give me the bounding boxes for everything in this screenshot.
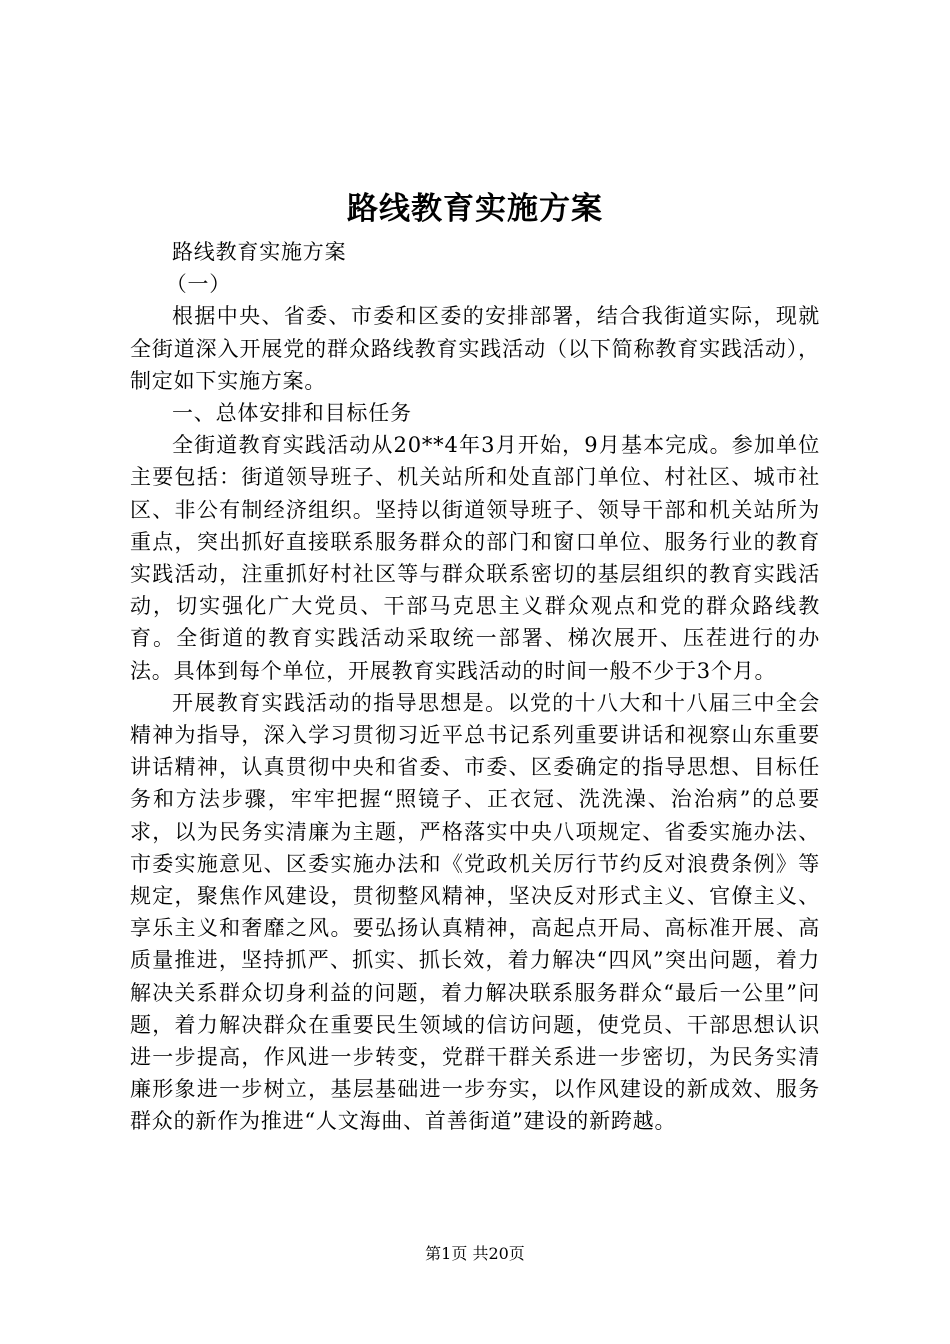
paragraph-arrangement: 全街道教育实践活动从20**4年3月开始，9月基本完成。参加单位主要包括：街道领导班子、机关站所和处直部门单位、村社区、城市社区、非公有制经济组织。坚持以街道领导班子、领导干部和机关站所为重点，突出抓好直接联系服务群众的部门和窗口单位、服务行业的教育实践活动，注重抓好村社区等与群众联系密切的基层组织的教育实践活动，切实强化广大党员、干部马克思主义群众观点和党的群众路线教育。全街道的教育实践活动采取统一部署、梯次展开、压茬进行的办法。具体到每个单位，开展教育实践活动的时间一般不少于3个月。: [130, 433, 820, 683]
document-subtitle: 路线教育实施方案: [172, 240, 347, 264]
paragraph-guiding-thought: 开展教育实践活动的指导思想是。以党的十八大和十八届三中全会精神为指导，深入学习贯彻习近平总书记系列重要讲话和视察山东重要讲话精神，认真贯彻中央和省委、市委、区委确定的指导思想、目标任务和方法步骤，牢牢把握“照镜子、正衣冠、洗洗澡、治治病”的总要求，以为民务实清廉为主题，严格落实中央八项规定、省委实施办法、市委实施意见、区委实施办法和《党政机关厉行节约反对浪费条例》等规定，聚焦作风建设，贯彻整风精神，坚决反对形式主义、官僚主义、享乐主义和奢靡之风。要弘扬认真精神，高起点开局、高标准开展、高质量推进，坚持抓严、抓实、抓长效，着力解决“四风”突出问题，着力解决关系群众切身利益的问题，着力解决联系服务群众“最后一公里”问题，着力解决群众在重要民生领域的信访问题，使党员、干部思想认识进一步提高，作风进一步转变，党群干群关系进一步密切，为民务实清廉形象进一步树立，基层基础进一步夯实，以作风建设的新成效、服务群众的新作为推进“人文海曲、首善街道”建设的新跨越。: [130, 690, 820, 1134]
page-indicator: 第1页 共20页: [425, 1244, 525, 1263]
section-heading: 一、总体安排和目标任务: [172, 401, 412, 426]
document-body: [130, 236, 820, 1138]
paragraph-intro: 根据中央、省委、市委和区委的安排部署，结合我街道实际，现就全街道深入开展党的群众路线教育实践活动（以下简称教育实践活动），制定如下实施方案。: [130, 304, 820, 393]
document-title: 路线教育实施方案: [347, 191, 603, 227]
section-marker: （一）: [165, 272, 232, 297]
